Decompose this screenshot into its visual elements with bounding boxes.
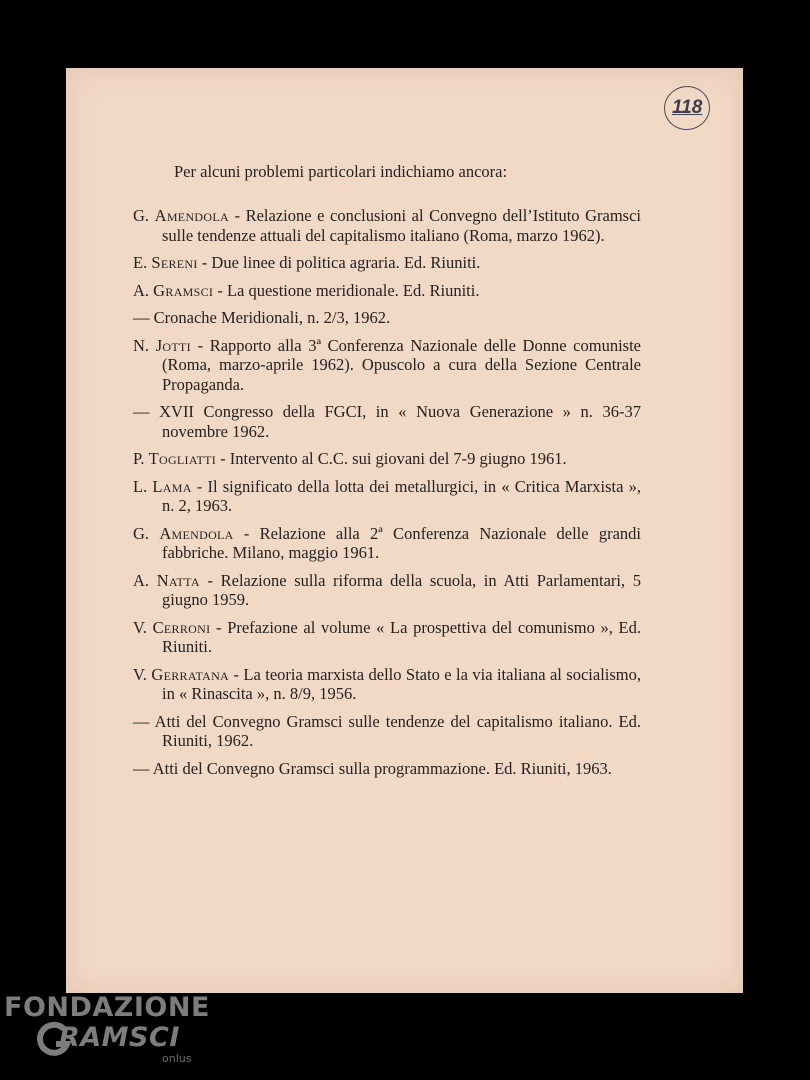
reference-entry: P. Togliatti - Intervento al C.C. sui giovani del 7-9 giugno 1961. xyxy=(133,449,567,468)
reference-initial: N. xyxy=(133,335,150,355)
reference-text: Atti del Convegno Gramsci sulle tendenze del capitalismo italiano. Ed. Riuniti, 1962. xyxy=(154,711,641,750)
reference-text: La teoria marxista dello Stato e la via italiana al socialismo, in « Rinascita », n. 8/9, 1956. xyxy=(162,664,642,703)
reference-text: XVII Congresso della FGCI, in « Nuova Generazione » n. 36-37 novembre 1962. xyxy=(159,402,641,441)
reference-entry xyxy=(133,402,641,441)
reference-text: Relazione e conclusioni al Convegno dell’Istituto Gramsci sulle tendenze attuali del capitalismo italiano (Roma, marzo 1962). xyxy=(162,206,641,245)
reference-author: Cerroni xyxy=(152,617,211,637)
reference-entry: A. Gramsci - La questione meridionale. Ed. Riuniti. xyxy=(133,280,480,300)
page-number: 118 xyxy=(671,97,703,119)
reference-author: Jotti xyxy=(155,335,191,355)
reference-text: Cronache Meridionali, n. 2/3, 1962. xyxy=(153,308,391,327)
reference-text: Atti del Convegno Gramsci sulla programmazione. Ed. Riuniti, 1963. xyxy=(152,758,612,778)
reference-author: Gerratana xyxy=(151,664,230,684)
reference-text: Relazione sulla riforma della scuola, in Atti Parlamentari, 5 giugno 1959. xyxy=(162,570,642,609)
reference-initial: — xyxy=(133,711,150,731)
reference-author: Amendola xyxy=(154,206,229,225)
reference-text: Relazione alla 2ª Conferenza Nazionale delle grandi fabbriche. Milano, maggio 1961. xyxy=(162,523,641,562)
reference-initial: V. xyxy=(133,664,147,684)
reference-entry: V. Cerroni - Prefazione al volume « La prospettiva del comunismo », Ed. Riuniti. xyxy=(133,617,642,656)
reference-entry: V. Gerratana - La teoria marxista dello Stato e la via italiana al socialismo, in « Rinascita », n. 8/9, 1956. xyxy=(133,664,642,703)
reference-text: Il significato della lotta dei metallurgici, in « Critica Marxista », n. 2, 1963. xyxy=(162,476,641,515)
reference-initial: — xyxy=(133,402,150,421)
reference-initial: V. xyxy=(133,617,147,637)
reference-initial: L. xyxy=(133,476,148,496)
reference-entry xyxy=(133,712,641,751)
reference-entry: E. Sereni - Due linee di politica agraria. Ed. Riuniti. xyxy=(133,253,481,272)
reference-entry: A. Natta - Relazione sulla riforma della scuola, in Atti Parlamentari, 5 giugno 1959. xyxy=(133,570,642,609)
reference-entry: N. Jotti - Rapporto alla 3ª Conferenza Nazionale delle Donne comuniste (Roma, marzo-aprile 1962). Opuscolo a cura della Sezione Centrale Propaganda. xyxy=(133,335,641,394)
reference-author: Natta xyxy=(156,570,200,590)
logo-line1: FONDAZIONE xyxy=(4,992,210,1023)
reference-author: Gramsci xyxy=(153,280,214,300)
reference-initial: E. xyxy=(133,253,148,272)
reference-entry xyxy=(133,308,641,328)
reference-entry: L. Lama - Il significato della lotta dei metallurgici, in « Critica Marxista », n. 2, 1963. xyxy=(133,476,641,515)
reference-entry: G. Amendola - Relazione alla 2ª Conferenza Nazionale delle grandi fabbriche. Milano, maggio 1961. xyxy=(133,523,641,562)
reference-text: La questione meridionale. Ed. Riuniti. xyxy=(226,280,480,300)
reference-author: Amendola xyxy=(159,523,234,543)
reference-entry xyxy=(133,759,641,779)
reference-list xyxy=(133,206,641,786)
logo-line2: RAMSCI xyxy=(59,1022,180,1053)
logo-subtitle: onlus xyxy=(162,1052,192,1065)
reference-text: Intervento al C.C. sui giovani del 7-9 giugno 1961. xyxy=(229,449,567,468)
reference-text: Due linee di politica agraria. Ed. Riuniti. xyxy=(211,253,481,272)
reference-text: Prefazione al volume « La prospettiva del comunismo », Ed. Riuniti. xyxy=(162,617,642,656)
reference-entry: G. Amendola - Relazione e conclusioni al Convegno dell’Istituto Gramsci sulle tendenze attuali del capitalismo italiano (Roma, marzo 1962). xyxy=(133,206,641,245)
fondazione-gramsci-logo xyxy=(4,992,210,1072)
reference-author: Togliatti xyxy=(148,449,217,468)
reference-initial: P. xyxy=(133,449,145,468)
reference-initial: — xyxy=(133,758,150,778)
reference-author: Sereni xyxy=(151,253,198,272)
reference-initial: G. xyxy=(133,523,150,543)
intro-text: Per alcuni problemi particolari indichiamo ancora: xyxy=(174,162,508,181)
reference-initial: A. xyxy=(133,280,150,300)
reference-author: Lama xyxy=(152,476,192,496)
reference-initial: A. xyxy=(133,570,150,590)
reference-text: Rapporto alla 3ª Conferenza Nazionale delle Donne comuniste (Roma, marzo-aprile 1962). Opuscolo a cura della Sezione Centrale Propaganda. xyxy=(162,335,641,394)
reference-initial: — xyxy=(133,308,150,327)
reference-initial: G. xyxy=(133,206,150,225)
